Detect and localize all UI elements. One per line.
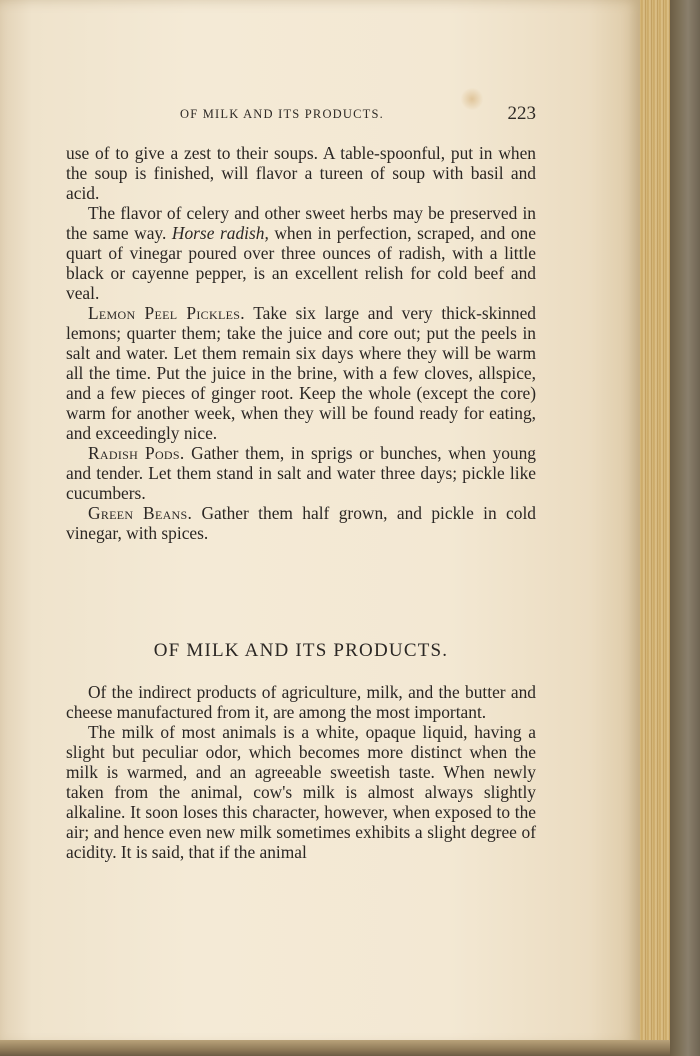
paragraph-text: The flavor of celery and other sweet herbs may be preserved in the same way. [66, 203, 536, 243]
paragraph-text: The milk of most animals is a white, opaque liquid, having a slight but peculiar odor, which becomes more distinct when the milk is warmed, and an agreeable sweetish taste. When newly taken from the animal, cow's milk is almost always slightly alkaline. It soon loses this character, however, when exposed to the air; and hence even new milk sometimes exhibits a slight degree of acidity. It is said, that if the animal [66, 722, 536, 862]
paragraph-text: Take six large and very thick-skinned lemons; quarter them; take the juice and core out; put the peels in salt and water. Let them remain six days where they will be warm all the time. Put the juice in the brine, with a few cloves, allspice, and a few pieces of ginger root. Keep the whole (except the core) warm for another week, when they will be found ready for eating, and exceedingly nice. [66, 303, 536, 443]
italic-term: Horse radish, [171, 223, 269, 243]
paragraph-continued [66, 143, 536, 203]
page-edges [640, 0, 670, 1056]
paragraph-milk-properties [66, 722, 536, 862]
paragraph-text: use of to give a zest to their soups. A table-spoonful, put in when the soup is finished, will flavor a tureen of soup with basil and acid. [66, 143, 536, 203]
recipe-heading: Green Beans. [88, 503, 193, 523]
recipe-text-block [66, 143, 536, 543]
recipe-heading: Radish Pods. [88, 443, 185, 463]
book-bottom-edge [0, 1040, 670, 1056]
running-head-title: OF MILK AND ITS PRODUCTS. [180, 107, 384, 121]
paragraph-text: Of the indirect products of agriculture, milk, and the butter and cheese manufactured from it, are among the most important. [66, 682, 536, 722]
paragraph-radish-pods [66, 443, 536, 503]
paragraph-celery [66, 203, 536, 303]
paragraph-milk-intro [66, 682, 536, 722]
paragraph-lemon-peel-pickles [66, 303, 536, 443]
paragraph-text: Gather them, in sprigs or bunches, when young and tender. Let them stand in salt and water three days; pickle like cucumbers. [66, 443, 536, 503]
paragraph-green-beans [66, 503, 536, 543]
running-head [68, 103, 538, 127]
milk-text-block [66, 682, 536, 862]
page-number: 223 [507, 103, 536, 124]
book-cover-edge [670, 0, 700, 1056]
paragraph-text: Gather them half grown, and pickle in cold vinegar, with spices. [66, 503, 536, 543]
recipe-heading: Lemon Peel Pickles. [88, 303, 245, 323]
section-heading: OF MILK AND ITS PRODUCTS. [153, 640, 449, 661]
paragraph-text: when in perfection, scraped, and one quart of vinegar poured over three ounces of radish, with a little black or cayenne pepper, is an excellent relish for cold beef and veal. [66, 223, 536, 303]
